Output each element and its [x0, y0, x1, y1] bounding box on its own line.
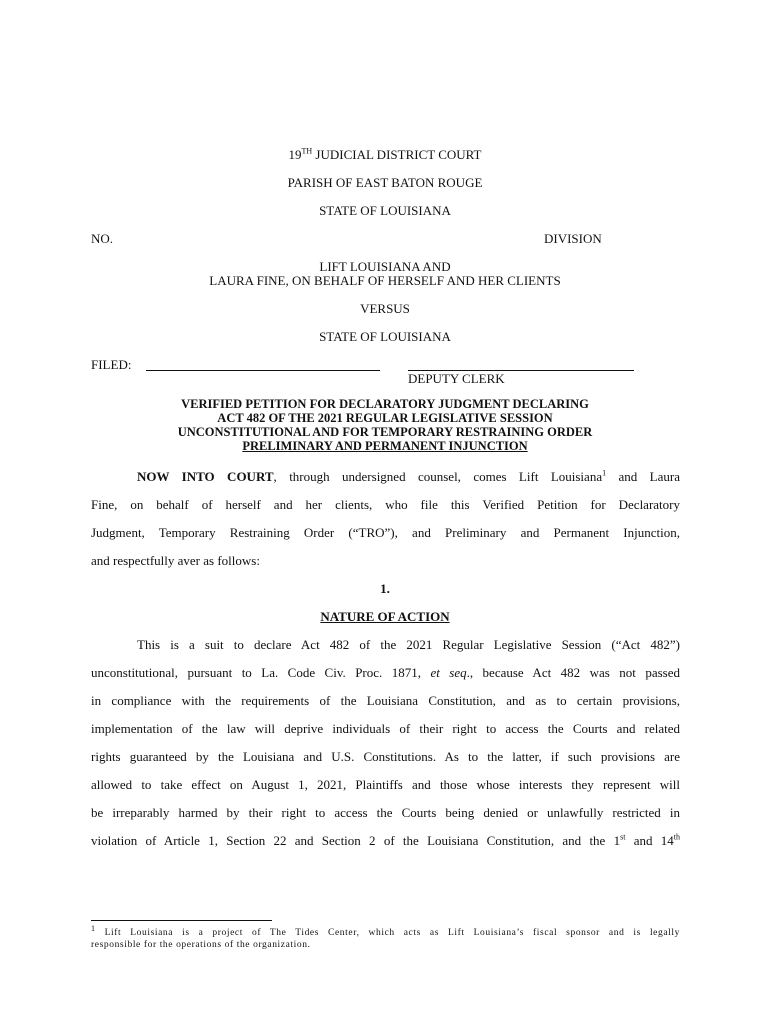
footnote-reference: 1: [602, 468, 607, 478]
defendant: STATE OF LOUISIANA: [319, 329, 451, 344]
petition-title-line-4-text: PRELIMINARY AND PERMANENT INJUNCTION: [242, 439, 528, 453]
intro-line-4: and respectfully aver as follows:: [91, 553, 260, 568]
section-line-3: in compliance with the requirements of the Louisiana Constitution, and as to certain provisions,: [91, 693, 680, 708]
section-heading: [0, 609, 770, 625]
intro-line-2: Fine, on behalf of herself and her clients, who file this Verified Petition for Declaratory: [91, 497, 680, 512]
footnote-line-1: [91, 923, 680, 939]
section-line-5: rights guaranteed by the Louisiana and U.S. Constitutions. As to the latter, if such provisions are: [91, 749, 680, 764]
footnote-line-2: responsible for the operations of the organization.: [91, 940, 311, 950]
footnote-mark: 1: [91, 923, 96, 933]
section-line-8-a: violation of Article 1, Section 22 and Section 2 of the Louisiana Constitution, and the 1: [91, 833, 621, 848]
footnote-divider: [91, 920, 272, 921]
plaintiff-line-1: LIFT LOUISIANA AND: [319, 259, 451, 274]
section-line-6: allowed to take effect on August 1, 2021, Plaintiffs and those whose interests they represent will: [91, 777, 680, 792]
clerk-signature-blank: [408, 358, 634, 371]
footnote-line-1-text: Lift Louisiana is a project of The Tides Center, which acts as Lift Louisiana’s fiscal sponsor and is legally: [95, 928, 680, 938]
section-line-2-b: ., because Act 482 was not passed: [466, 665, 680, 680]
section-line-2: [91, 665, 680, 681]
court-title: JUDICIAL DISTRICT COURT: [312, 147, 482, 162]
intro-lead: NOW INTO COURT: [137, 469, 274, 484]
section-number: 1.: [380, 581, 390, 596]
court-name: [0, 147, 770, 163]
section-line-1: This is a suit to declare Act 482 of the 2021 Regular Legislative Session (“Act 482”): [137, 637, 680, 652]
versus: VERSUS: [360, 301, 410, 316]
section-line-8-sup-2: th: [673, 832, 680, 842]
intro-line-1: [137, 469, 680, 485]
court-ordinal: TH: [301, 146, 313, 156]
section-line-4: implementation of the law will deprive individuals of their right to access the Courts and related: [91, 721, 680, 736]
petition-title-line-2: ACT 482 OF THE 2021 REGULAR LEGISLATIVE SESSION: [217, 411, 553, 425]
filed-label: FILED:: [91, 357, 132, 372]
section-line-2-italic: et seq: [430, 665, 467, 680]
petition-title-line-1: VERIFIED PETITION FOR DECLARATORY JUDGMENT DECLARING: [181, 397, 589, 411]
filed-date-blank: [146, 358, 380, 371]
division-label: DIVISION: [544, 231, 602, 246]
petition-title-line-4: [0, 441, 770, 453]
intro-line-3: Judgment, Temporary Restraining Order (“TRO”), and Preliminary and Permanent Injunction,: [91, 525, 680, 540]
section-line-8-b: and 14: [625, 833, 674, 848]
case-number-label: NO.: [91, 231, 114, 246]
intro-line-1-text: , through undersigned counsel, comes Lift Louisiana: [273, 469, 603, 484]
section-line-2-a: unconstitutional, pursuant to La. Code Civ. Proc. 1871,: [91, 665, 431, 680]
intro-line-1-end: and Laura: [606, 469, 680, 484]
section-line-8: [91, 833, 680, 849]
petition-title-line-3: UNCONSTITUTIONAL AND FOR TEMPORARY RESTRAINING ORDER: [177, 425, 593, 439]
plaintiff-line-2: LAURA FINE, ON BEHALF OF HERSELF AND HER CLIENTS: [209, 273, 561, 288]
court-number: 19: [288, 147, 302, 162]
section-line-8-sup-1: st: [620, 832, 626, 842]
state-name: STATE OF LOUISIANA: [319, 203, 451, 218]
deputy-clerk-label: DEPUTY CLERK: [408, 371, 505, 386]
parish-name: PARISH OF EAST BATON ROUGE: [287, 175, 483, 190]
section-heading-text: NATURE OF ACTION: [320, 609, 450, 624]
section-line-7: be irreparably harmed by their right to access the Courts being denied or unlawfully restricted in: [91, 805, 680, 820]
